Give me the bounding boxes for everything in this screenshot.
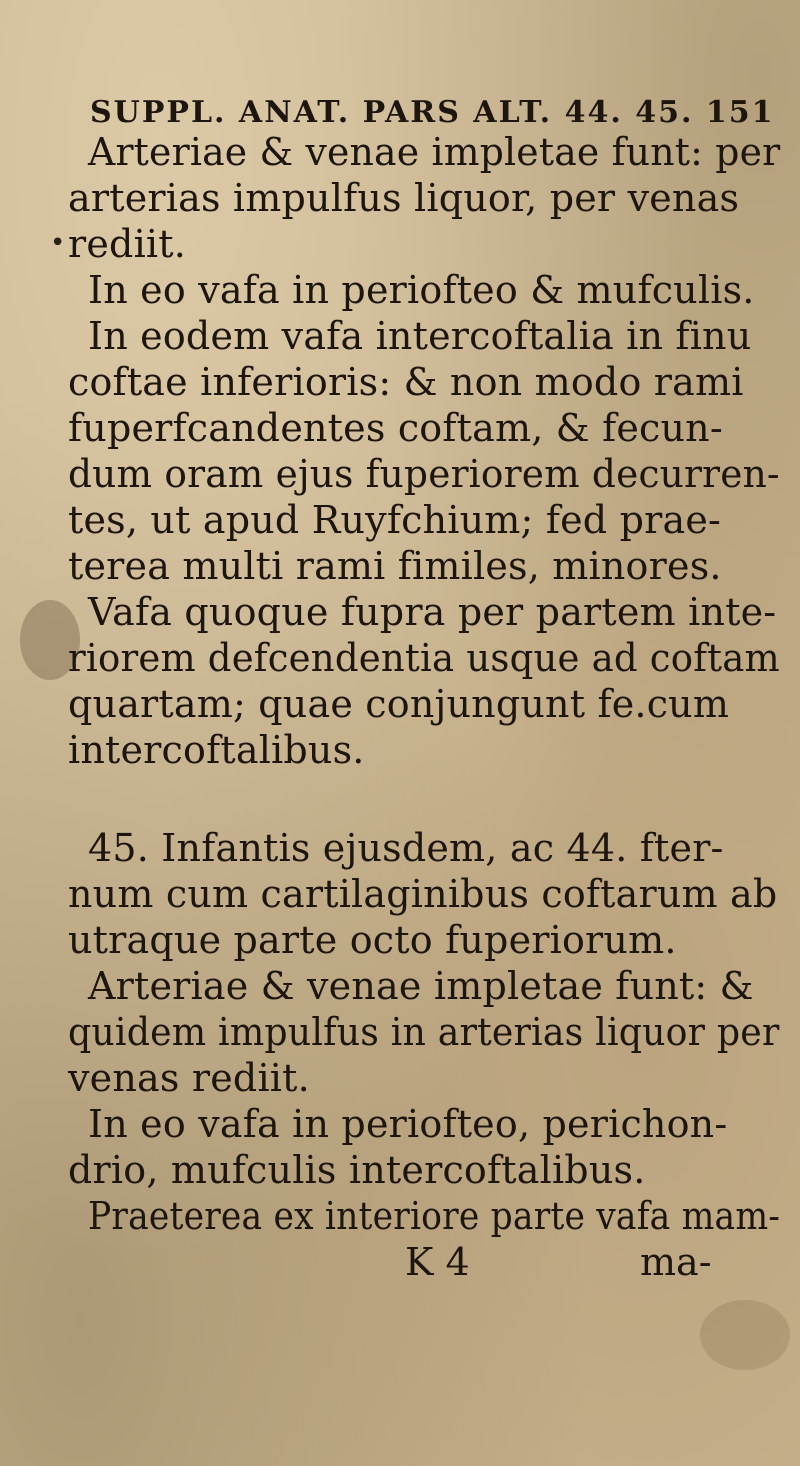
text-line: arterias impulfus liquor, per venas	[68, 176, 740, 220]
text-line: intercoftalibus.	[68, 728, 365, 772]
signature-mark: K 4	[405, 1240, 470, 1284]
text-line: rediit.	[68, 222, 187, 266]
text-line: dum oram ejus fuperiorem decurren-	[68, 452, 780, 496]
text-line: In eo vafa in periofteo, perichon-	[88, 1102, 728, 1146]
running-head: SUPPL. ANAT. PARS ALT. 44. 45. 151	[90, 95, 775, 130]
text-line: drio, mufculis intercoftalibus.	[68, 1148, 646, 1192]
text-line: In eodem vafa intercoftalia in finu	[88, 314, 752, 358]
text-line: venas rediit.	[68, 1056, 310, 1100]
text-line: Arteriae & venae impletae funt: per	[88, 130, 781, 174]
text-line: quidem impulfus in arterias liquor per	[68, 1010, 780, 1054]
text-line: Praeterea ex interiore parte vafa mam-	[88, 1194, 781, 1238]
margin-bullet-icon: •	[50, 228, 66, 258]
text-line: coftae inferioris: & non modo rami	[68, 360, 744, 404]
catchword: ma-	[640, 1240, 712, 1284]
text-line: 45. Infantis ejusdem, ac 44. fter-	[88, 826, 724, 870]
text-line: Arteriae & venae impletae funt: &	[88, 964, 754, 1008]
text-line: utraque parte octo fuperiorum.	[68, 918, 677, 962]
text-line: tes, ut apud Ruyfchium; fed prae-	[68, 498, 722, 542]
text-line: num cum cartilaginibus coftarum ab	[68, 872, 778, 916]
paper-stain	[700, 1300, 790, 1370]
text-line: quartam; quae conjungunt fe.cum	[68, 682, 730, 726]
text-line: Vafa quoque fupra per partem inte-	[88, 590, 777, 634]
text-line: terea multi rami fimiles, minores.	[68, 544, 722, 588]
text-line: riorem defcendentia usque ad coftam	[68, 636, 780, 680]
text-line: fuperfcandentes coftam, & fecun-	[68, 406, 723, 450]
text-line: In eo vafa in periofteo & mufculis.	[88, 268, 755, 312]
